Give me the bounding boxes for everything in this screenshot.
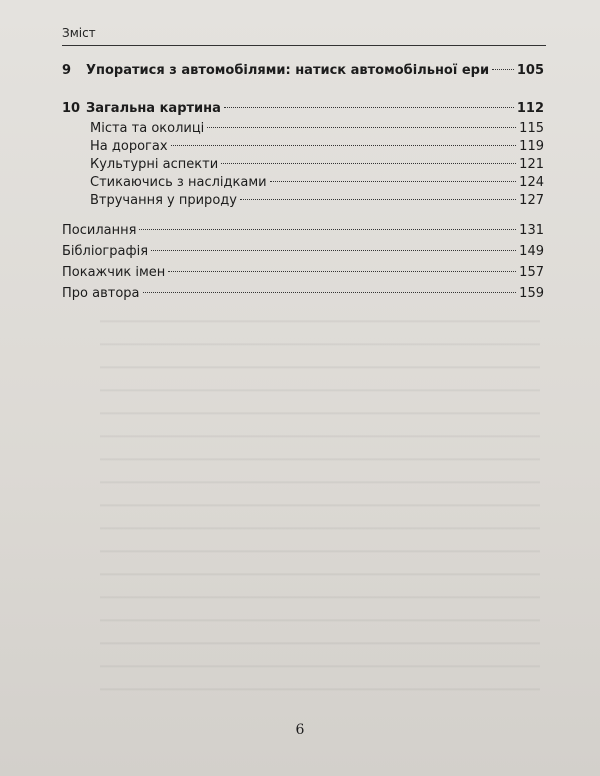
dot-leader [207, 127, 516, 128]
running-header [62, 22, 546, 46]
subsection-title: Культурні аспекти [90, 157, 219, 172]
toc-back-matter-about-author [62, 283, 544, 304]
back-matter-title: Покажчик імен [62, 265, 166, 280]
subsection-page-number: 119 [519, 139, 544, 154]
chapter-number: 10 [62, 101, 81, 116]
back-matter-title: Посилання [62, 223, 137, 238]
dot-leader [224, 107, 514, 108]
toc-subsection [62, 120, 544, 138]
dot-leader [171, 145, 517, 146]
back-matter-page-number: 149 [519, 244, 544, 259]
chapter-number: 9 [62, 63, 72, 78]
dot-leader [492, 69, 514, 70]
subsection-page-number: 115 [519, 121, 544, 136]
toc-subsection [62, 174, 544, 192]
show-through-texture [100, 300, 540, 700]
chapter-page-number: 112 [516, 101, 544, 116]
dot-leader [168, 271, 516, 272]
back-matter-page-number: 157 [519, 265, 544, 280]
toc-back-matter-index [62, 262, 544, 283]
chapter-page-number: 105 [516, 63, 544, 78]
table-of-contents [62, 60, 544, 304]
subsection-page-number: 124 [519, 175, 544, 190]
toc-chapter-9 [62, 60, 544, 82]
dot-leader [270, 181, 517, 182]
subsection-title: Втручання у природу [90, 193, 237, 208]
subsection-title: На дорогах [90, 139, 168, 154]
toc-chapter-10 [62, 98, 544, 120]
toc-subsection [62, 156, 544, 174]
toc-subsection [62, 192, 544, 210]
page-number: 6 [295, 722, 305, 738]
back-matter-title: Про автора [62, 286, 140, 301]
dot-leader [143, 292, 517, 293]
dot-leader [139, 229, 516, 230]
toc-subsection [62, 138, 544, 156]
chapter-title: Загальна картина [86, 101, 221, 116]
back-matter-page-number: 159 [519, 286, 544, 301]
back-matter-title: Бібліографія [62, 244, 149, 259]
dot-leader [151, 250, 516, 251]
back-matter-page-number: 131 [519, 223, 544, 238]
toc-back-matter-bibliography [62, 241, 544, 262]
chapter-title: Упоратися з автомобілями: натиск автомобільної ери [86, 63, 490, 78]
running-header-title: Зміст [62, 26, 96, 40]
dot-leader [221, 163, 516, 164]
subsection-title: Стикаючись з наслідками [90, 175, 267, 190]
dot-leader [240, 199, 516, 200]
subsection-title: Міста та околиці [90, 121, 205, 136]
subsection-page-number: 121 [519, 157, 544, 172]
subsection-page-number: 127 [519, 193, 544, 208]
toc-back-matter-references [62, 220, 544, 241]
